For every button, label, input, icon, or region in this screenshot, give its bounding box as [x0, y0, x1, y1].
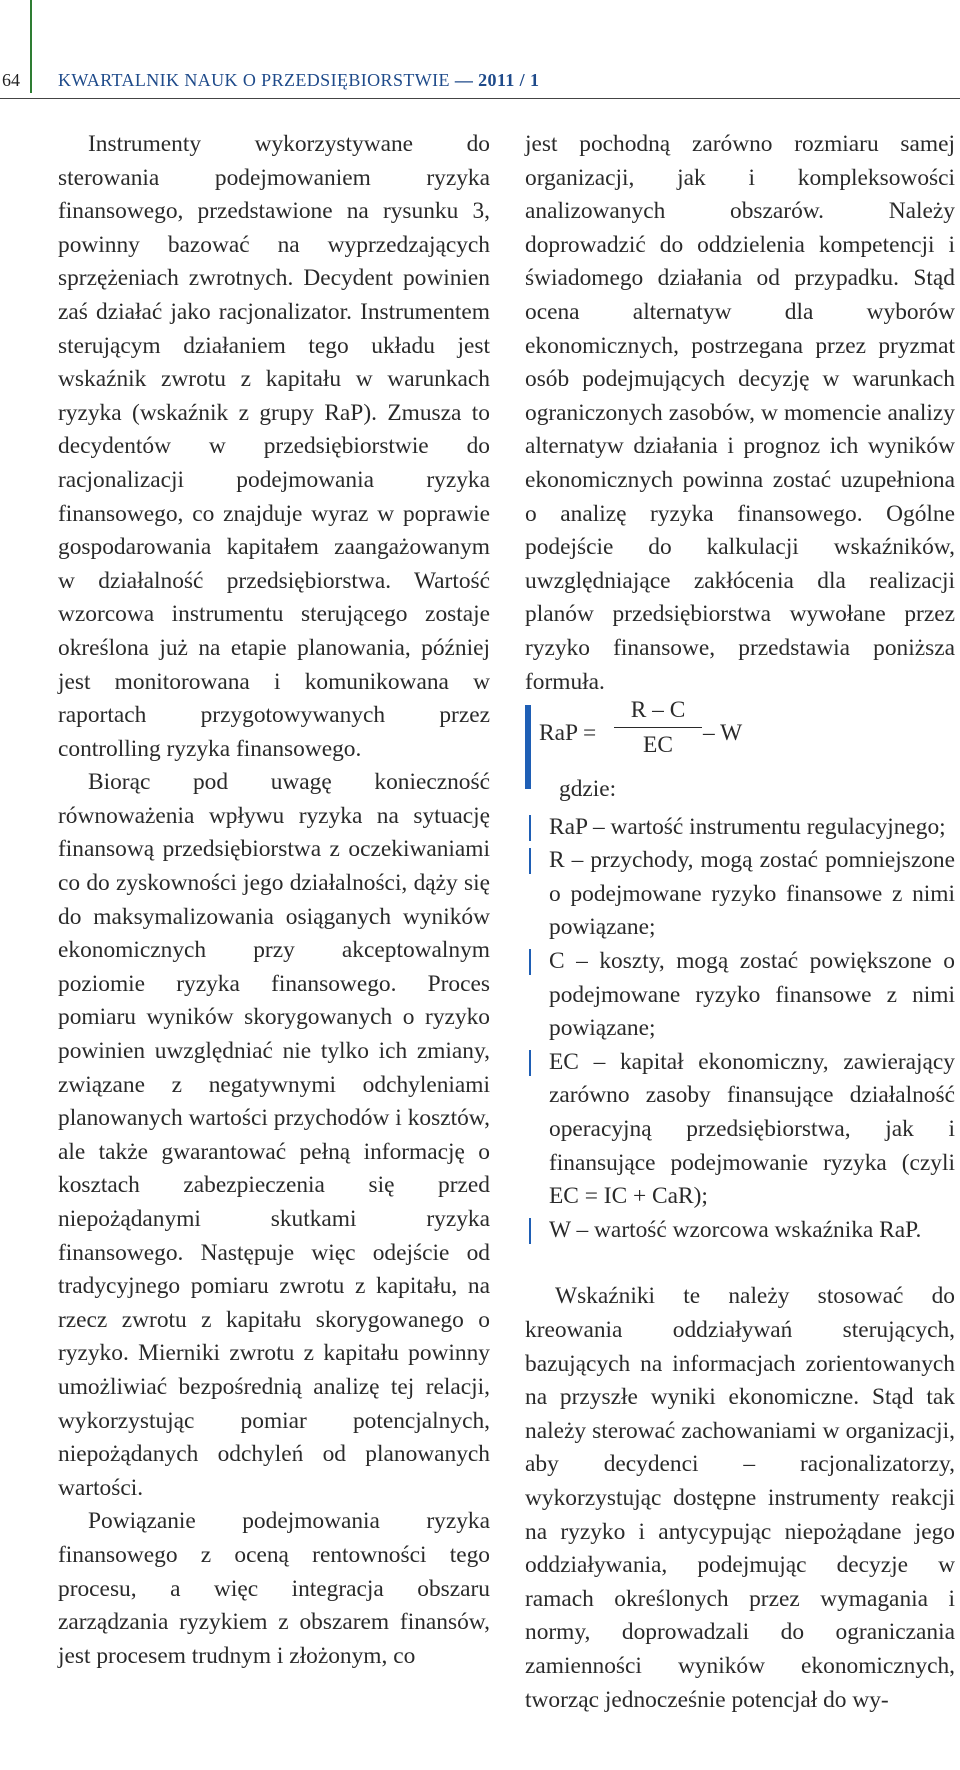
- page-number: 64: [2, 70, 20, 90]
- formula-denominator: EC: [643, 732, 673, 759]
- list-marker: [529, 949, 531, 975]
- definition-text: W – wartość wzorcowa wskaźnika RaP.: [549, 1216, 922, 1243]
- paragraph: jest pochodną zarówno rozmiaru samej organizacji, jak i kompleksowości analizowanych obszarów. Należy doprowadzić do oddzielenia kompetencji i świadomego działania od przypadku. Stąd ocena alternatyw dla wyborów ekonomicznych, postrzegana przez pryzmat osób podejmujących decyzję w warunkach ograniczonych zasobów, w momencie analizy alternatyw działania i prognoz ich wyników ekonomicznych powinna zostać uzupełniona o analizę ryzyka finansowego. Ogólne podejście do kalkulacji wskaźników, uwzględniające zakłócenia dla realizacji planów przedsiębiorstwa wywołane przez ryzyko finansowe, przedstawia poniższa formuła.: [525, 131, 955, 695]
- header-accent-line: [30, 0, 32, 93]
- definition-text: EC – kapitał ekonomiczny, zawierający zarówno zasoby finansujące działalność operacyjną przedsiębiorstwa, jak i finansujące podejmowanie ryzyka (czyli EC = IC + CaR);: [549, 1048, 955, 1210]
- list-marker: [529, 1218, 531, 1244]
- right-column: [525, 128, 955, 1717]
- journal-issue: — 2011 / 1: [454, 70, 540, 90]
- fraction-bar: [614, 727, 702, 728]
- paragraph: Instrumenty wykorzystywane do sterowania podejmowaniem ryzyka finansowego, przedstawione na rysunku 3, powinny bazować na wyprzedzających sprzężeniach zwrotnych. Decydent powinien zaś działać jako racjonalizator. Instrumentem sterującym działaniem tego układu jest wskaźnik zwrotu z kapitału w warunkach ryzyka (wskaźnik z grupy RaP). Zmusza to decydentów w przedsiębiorstwie do racjonalizacji podejmowania ryzyka finansowego, co znajduje wyraz w poprawie gospodarowania kapitałem zaangażowanym w działalność przedsiębiorstwa. Wartość wzorcowa instrumentu sterującego zostaje określona już na etapie planowania, później jest monitorowana i komunikowana w raportach przygotowywanych przez controlling ryzyka finansowego.: [58, 131, 490, 762]
- rap-formula: [525, 697, 955, 763]
- journal-title: KWARTALNIK NAUK O PRZEDSIĘBIORSTWIE: [58, 70, 450, 90]
- list-marker: [529, 815, 531, 841]
- left-column: [58, 128, 490, 1673]
- definition-text: C – koszty, mogą zostać powiększone o podejmowane ryzyko finansowe z nimi powiązane;: [549, 948, 955, 1042]
- formula-lhs: RaP =: [539, 720, 597, 747]
- list-item: [525, 1214, 955, 1248]
- list-marker: [529, 848, 531, 874]
- paragraph: Biorąc pod uwagę konieczność równoważenia wpływu ryzyka na sytuację finansową przedsiębiorstwa z oczekiwaniami co do zyskowności jego działalności, dąży się do maksymalizowania osiąganych wyników ekonomicznych przy akceptowalnym poziomie ryzyka finansowego. Proces pomiaru wyników skorygowanych o ryzyko powinien uwzględniać nie tylko ich zmiany, związane z negatywnymi odchyleniami planowanych wartości przychodów i kosztów, ale także gwarantować pełną informację o kosztach zabezpieczenia się przed niepożądanymi skutkami ryzyka finansowego. Następuje więc odejście od tradycyjnego pomiaru zwrotu z kapitału, na rzecz zwrotu z kapitału skorygowanego o ryzyko. Mierniki zwrotu z kapitału powinny umożliwiać bezpośrednią analizę tej relacji, wykorzystując pomiar potencjalnych, niepożądanych odchyleń od planowanych wartości.: [58, 769, 490, 1501]
- paragraph: Wskaźniki te należy stosować do kreowania oddziaływań sterujących, bazujących na informacjach zorientowanych na przyszłe wyniki ekonomiczne. Stąd tak należy sterować zachowaniami w organizacji, aby decydenci – racjonalizatorzy, wykorzystując dostępne instrumenty reakcji na ryzyko i antycypując niepożądane jego oddziaływania, podejmując decyzje w ramach określonych przez wymagania i normy, doprowadzali do ograniczania zamienności wyników ekonomicznych, tworząc jednocześnie potencjał do wy-: [525, 1283, 955, 1713]
- list-marker: [529, 1050, 531, 1076]
- definition-list: [525, 811, 955, 1248]
- list-item: [525, 811, 955, 845]
- formula-numerator: R – C: [630, 697, 686, 724]
- running-head: [58, 70, 539, 91]
- formula-fraction: [608, 695, 708, 760]
- definition-text: RaP – wartość instrumentu regulacyjnego;: [549, 813, 946, 840]
- header-rule: [0, 98, 960, 99]
- formula-tail: – W: [703, 720, 743, 747]
- paragraph: Powiązanie podejmowania ryzyka finansowego z oceną rentowności tego procesu, a więc integracja obszaru zarządzania ryzykiem z obszarem finansów, jest procesem trudnym i złożonym, co: [58, 1508, 490, 1669]
- list-item: [525, 945, 955, 1046]
- where-label: gdzie:: [559, 776, 617, 803]
- list-item: [525, 844, 955, 945]
- formula-accent-bar: [525, 705, 531, 789]
- list-item: [525, 1046, 955, 1214]
- definition-text: R – przychody, mogą zostać pomniejszone o podejmowane ryzyko finansowe z nimi powiązane;: [549, 847, 955, 941]
- section-spacer: [525, 1247, 955, 1280]
